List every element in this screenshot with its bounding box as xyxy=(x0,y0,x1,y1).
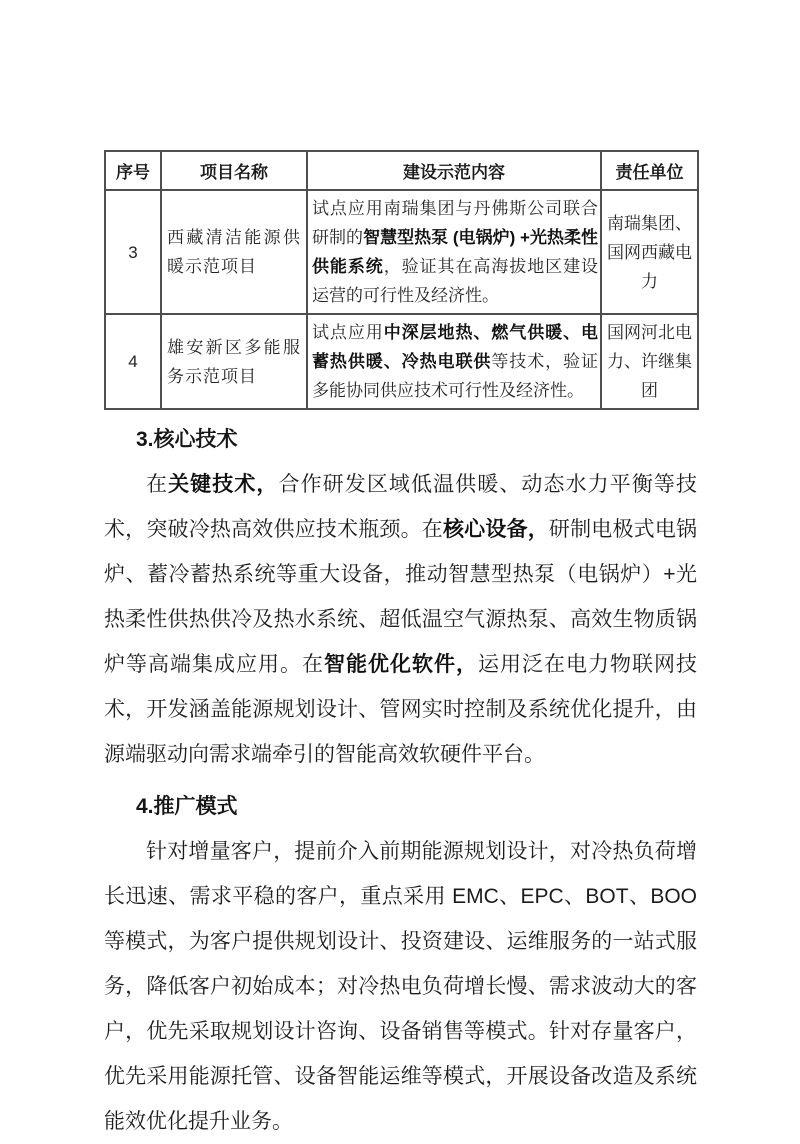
table-header-row xyxy=(105,151,698,190)
demonstration-projects-table xyxy=(104,150,699,410)
col-header-unit: 责任单位 xyxy=(601,151,698,190)
section-heading-core-technology: 3.核心技术 xyxy=(136,428,238,451)
cell-responsible-unit: 国网河北电力、许继集团 xyxy=(601,314,698,409)
cell-project-name: 雄安新区多能服务示范项目 xyxy=(161,314,307,409)
cell-row-no: 3 xyxy=(105,190,161,314)
cell-demo-content: 试点应用南瑞集团与丹佛斯公司联合研制的智慧型热泵 (电锅炉) +光热柔性供能系统，验证其在高海拔地区建设运营的可行性及经济性。 xyxy=(307,190,601,314)
col-header-content: 建设示范内容 xyxy=(307,151,601,190)
cell-project-name: 西藏清洁能源供暖示范项目 xyxy=(161,190,307,314)
paragraph-core-technology: 在关键技术，合作研发区域低温供暖、动态水力平衡等技术，突破冷热高效供应技术瓶颈。在核心设备，研制电极式电锅炉、蓄冷蓄热系统等重大设备，推动智慧型热泵（电锅炉）+光热柔性供热供冷及热水系统、超低温空气源热泵、高效生物质锅炉等高端集成应用。在智能优化软件，运用泛在电力物联网技术，开发涵盖能源规划设计、管网实时控制及系统优化提升，由源端驱动向需求端牵引的智能高效软硬件平台。 xyxy=(104,473,698,766)
table-row xyxy=(105,314,698,409)
cell-demo-content: 试点应用中深层地热、燃气供暖、电蓄热供暖、冷热电联供等技术，验证多能协同供应技术可行性及经济性。 xyxy=(307,314,601,409)
cell-responsible-unit: 南瑞集团、国网西藏电力 xyxy=(601,190,698,314)
paragraph-promotion-model: 针对增量客户，提前介入前期能源规划设计，对冷热负荷增长迅速、需求平稳的客户，重点采用 EMC、EPC、BOT、BOO 等模式，为客户提供规划设计、投资建设、运维服务的一站式服务，降低客户初始成本；对冷热电负荷增长慢、需求波动大的客户，优先采取规划设计咨询、设备销售等模式。针对存量客户，优先采用能源托管、设备智能运维等模式，开展设备改造及系统能效优化提升业务。 xyxy=(104,840,697,1133)
section-heading-promotion-model: 4.推广模式 xyxy=(136,795,238,818)
table-row xyxy=(105,190,698,314)
col-header-no: 序号 xyxy=(105,151,161,190)
cell-row-no: 4 xyxy=(105,314,161,409)
col-header-project-name: 项目名称 xyxy=(161,151,307,190)
